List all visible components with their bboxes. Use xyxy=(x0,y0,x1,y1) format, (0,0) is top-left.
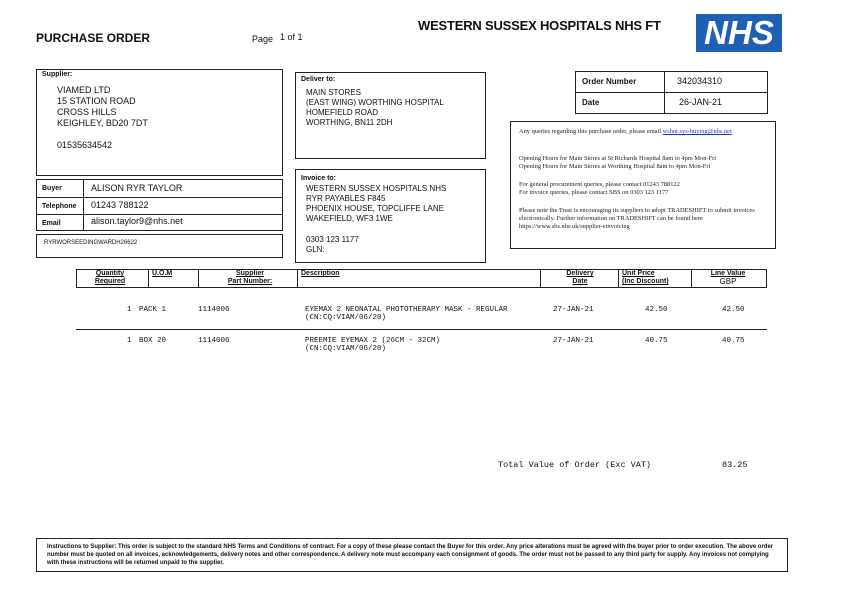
instructions-text xyxy=(47,543,781,567)
total-value: 83.25 xyxy=(722,460,748,470)
queries-text xyxy=(519,128,769,136)
contact-lines xyxy=(519,181,774,197)
queries-prefix: Any queries regarding this purchase order, please email xyxy=(519,128,663,135)
buyer-label: Buyer xyxy=(42,185,62,192)
total-label: Total Value of Order (Exc VAT) xyxy=(498,460,652,470)
queries-email-link[interactable]: wshnt.sys-buying@nhs.net xyxy=(662,128,732,135)
supplier-label: Supplier: xyxy=(42,71,73,78)
reference-code: RYRWORSEEDINGWARDH26622 xyxy=(44,240,138,246)
deliver-line: (EAST WING) WORTHING HOSPITAL xyxy=(306,98,444,107)
order-date-value: 26-JAN-21 xyxy=(679,97,723,107)
invoice-line: WESTERN SUSSEX HOSPITALS NHS xyxy=(306,184,447,193)
row-line-value: 42.50 xyxy=(722,306,745,314)
invoice-to-box xyxy=(295,169,486,263)
col-quantity: Quantity xyxy=(95,270,125,277)
email-value: alison.taylor9@nhs.net xyxy=(91,216,183,226)
col-line-value: Line Value xyxy=(710,270,746,277)
supplier-address xyxy=(57,85,148,129)
trust-name: WESTERN SUSSEX HOSPITALS NHS FT xyxy=(418,18,661,33)
nhs-logo: NHS xyxy=(696,14,782,52)
col-required: Required xyxy=(94,278,126,285)
col-delivery: Delivery xyxy=(566,270,594,277)
row-divider xyxy=(76,329,767,330)
row-delivery-date: 27-JAN-21 xyxy=(553,337,594,345)
document-title: PURCHASE ORDER xyxy=(36,31,151,45)
row-uom: PACK 1 xyxy=(139,306,167,314)
telephone-label: Telephone xyxy=(42,203,77,210)
deliver-to-address xyxy=(306,88,444,128)
telephone-value: 01243 788122 xyxy=(91,200,149,210)
buyer-box xyxy=(36,179,283,231)
buyer-value: ALISON RYR TAYLOR xyxy=(91,183,183,193)
row-desc: PREEMIE EYEMAX 2 (26CM - 32CM) xyxy=(305,337,441,345)
invoice-phone: 0303 123 1177 xyxy=(306,235,359,244)
invoice-queries-line: For invoice queries, please contact SBS on 0303 123 1177 xyxy=(519,189,669,196)
supplier-phone: 01535634542 xyxy=(57,140,113,150)
row-desc-code: (CN:CQ:VIAM/06/20) xyxy=(305,314,387,322)
order-info-box xyxy=(575,71,768,114)
col-currency: GBP xyxy=(719,277,737,286)
row-delivery-date: 27-JAN-21 xyxy=(553,306,594,314)
invoice-line: RYR PAYABLES F845 xyxy=(306,194,386,203)
deliver-to-box xyxy=(295,72,486,159)
reference-box xyxy=(36,234,283,258)
email-label: Email xyxy=(42,220,61,227)
col-inc-discount: (Inc Discount) xyxy=(622,278,669,285)
invoice-to-label: Invoice to: xyxy=(301,175,337,182)
supplier-line: VIAMED LTD xyxy=(57,85,111,95)
tradeshift-note: Please note the Trust is encouraging its suppliers to adopt TRADESHIFT to submit invoices electronically. Further information on TRADESHIFT can be found here https://www.sbs.nhs.uk/supplier-einvoicing xyxy=(519,207,755,230)
page-number: 1 of 1 xyxy=(280,32,303,42)
col-date: Date xyxy=(572,278,588,285)
col-supplier: Supplier xyxy=(235,270,264,277)
col-description: Description xyxy=(301,270,340,277)
order-number-label: Order Number xyxy=(582,77,637,86)
row-part: 1114006 xyxy=(198,306,230,314)
instructions-box xyxy=(36,538,788,572)
row-line-value: 40.75 xyxy=(722,337,745,345)
col-part-number: Part Number: xyxy=(227,278,273,285)
order-number-value: 342034310 xyxy=(677,76,723,86)
deliver-line: WORTHING, BN11 2DH xyxy=(306,118,393,127)
col-uom: U.O.M xyxy=(152,270,173,277)
row-part: 1114006 xyxy=(198,337,230,345)
page-label: Page xyxy=(252,34,274,44)
supplier-line: 15 STATION ROAD xyxy=(57,96,136,106)
supplier-line: KEIGHLEY, BD20 7DT xyxy=(57,118,148,128)
row-unit-price: 42.50 xyxy=(645,306,668,314)
procurement-line: For general procurement queries, please contact 01243 788122 xyxy=(519,181,680,188)
order-date-label: Date xyxy=(582,98,600,107)
supplier-line: CROSS HILLS xyxy=(57,107,117,117)
row-unit-price: 40.75 xyxy=(645,337,668,345)
hours-line: Opening Hours for Main Stores at St Richards Hospital 8am to 4pm Mon-Fri xyxy=(519,155,717,162)
deliver-to-label: Deliver to: xyxy=(301,76,336,83)
invoice-line: WAKEFIELD, WF3 1WE xyxy=(306,214,393,223)
invoice-gln-label: GLN: xyxy=(306,245,325,254)
col-unit-price: Unit Price xyxy=(622,270,655,277)
instructions-body: This order is subject to the standard NHS Terms and Conditions of contract. For a copy of these please contact the Buyer for this order. Any price alterations must be agreed with the buyer prior to order execution. The above order number must be quoted on all invoices, acknowledgements, delivery notes and other correspondence. A delivery note must accompany each consignment of goods. The order must not be passed to any third party for supply. Any invoices not complying with these instructions will be returned unpaid to the supplier. xyxy=(47,544,774,566)
invoice-line: PHOENIX HOUSE, TOPCLIFFE LANE xyxy=(306,204,444,213)
row-desc-code: (CN:CQ:VIAM/06/20) xyxy=(305,345,387,353)
row-qty: 1 xyxy=(127,306,132,314)
row-desc: EYEMAX 2 NEONATAL PHOTOTHERAPY MASK - REGULAR xyxy=(305,306,508,314)
row-uom: BOX 20 xyxy=(139,337,167,345)
info-panel xyxy=(510,121,776,249)
hours-line: Opening Hours for Main Stores at Worthing Hospital 8am to 4pm Mon-Fri xyxy=(519,163,711,170)
deliver-line: HOMEFIELD ROAD xyxy=(306,108,379,117)
row-qty: 1 xyxy=(127,337,132,345)
supplier-box xyxy=(36,69,283,176)
invoice-to-address xyxy=(306,184,446,224)
deliver-line: MAIN STORES xyxy=(306,88,361,97)
store-hours xyxy=(519,155,774,171)
instructions-label: Instructions to Supplier: xyxy=(47,544,117,550)
